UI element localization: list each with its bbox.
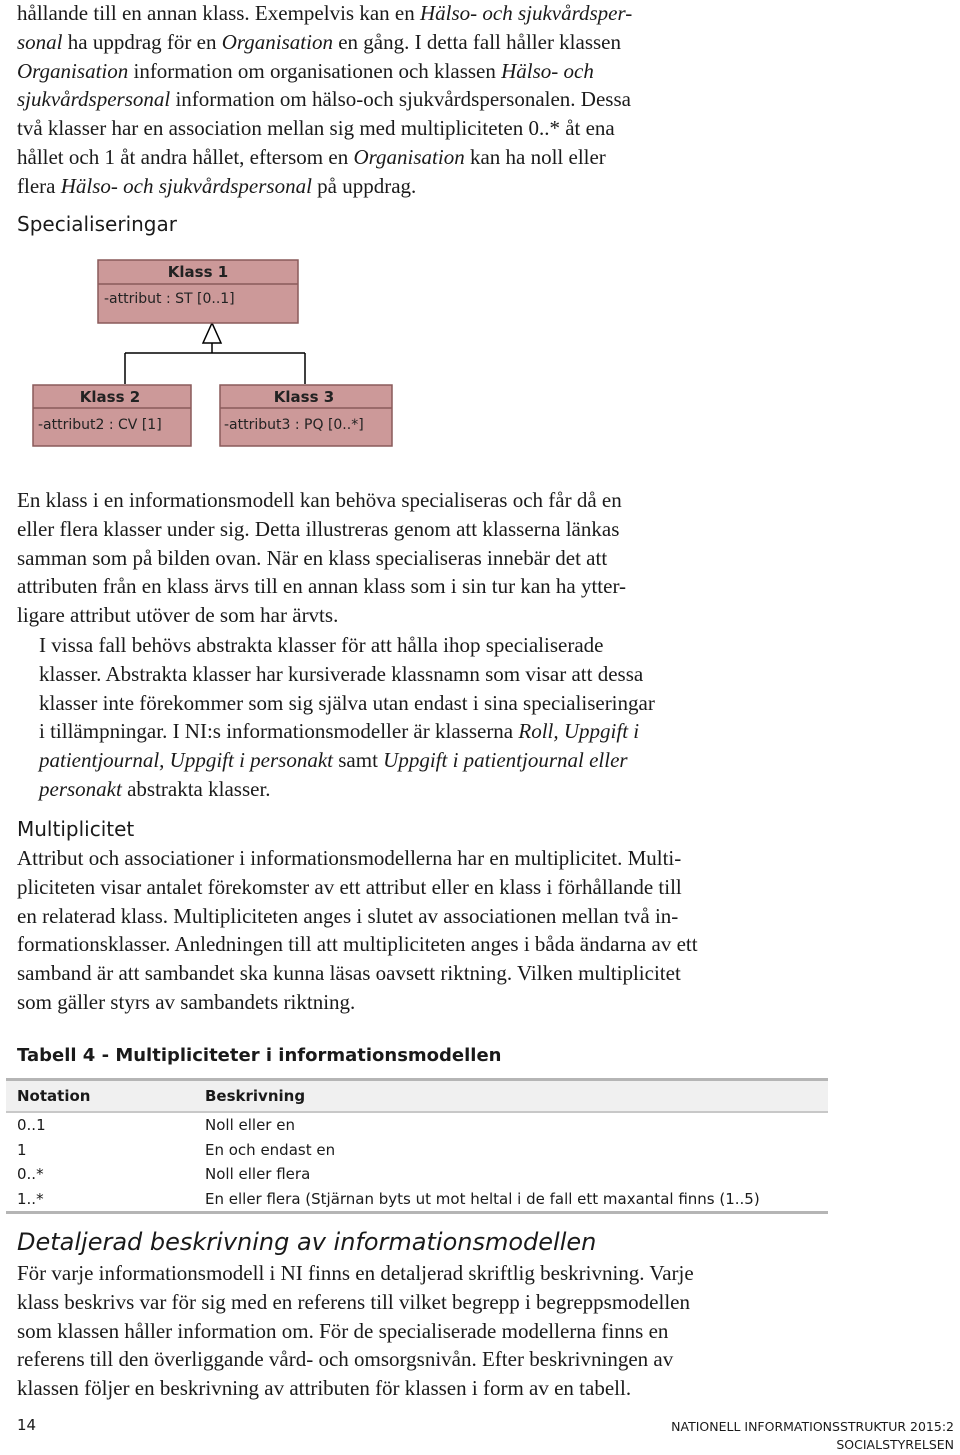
uml-class-klass3 <box>220 385 392 446</box>
text-line: ligare attribut utöver de som har ärvts. <box>17 603 339 628</box>
table-cell-notation: 1..* <box>6 1187 205 1213</box>
intro-paragraph <box>17 0 817 201</box>
page-number: 14 <box>17 1416 37 1434</box>
footer-title: NATIONELL INFORMATIONSSTRUKTUR 2015:2 <box>671 1419 954 1434</box>
text-line: två klasser har en association mellan sig med multipliciteten 0..* åt ena <box>17 116 615 141</box>
table-cell-notation: 1 <box>17 1140 27 1159</box>
text-line: sonal ha uppdrag för en Organisation en gång. I detta fall håller klassen <box>17 29 622 54</box>
specialisering-paragraph-1 <box>17 486 817 630</box>
text-line: i tillämpningar. I NI:s informationsmodeller är klasserna Roll, Uppgift i <box>39 719 640 744</box>
text-line: klasser inte förekommer som sig själva utan endast i sina specialiseringar <box>39 690 655 715</box>
table-header-notation: Notation <box>6 1080 205 1113</box>
section-heading-specialiseringar: Specialiseringar <box>17 212 177 236</box>
footer-publisher: SOCIALSTYRELSEN <box>836 1437 954 1452</box>
text-line: personakt abstrakta klasser. <box>39 776 271 801</box>
text-line: klassen följer en beskrivning av attributen för klassen i form av en tabell. <box>17 1376 632 1401</box>
text-line: flera Hälso- och sjukvårdspersonal på uppdrag. <box>17 173 417 198</box>
text-line: eller flera klasser under sig. Detta illustreras genom att klasserna länkas <box>17 516 620 541</box>
text-line: I vissa fall behövs abstrakta klasser för att hålla ihop specialiserade <box>39 633 604 657</box>
table-row <box>6 1162 828 1187</box>
section-heading-detaljerad-beskrivning: Detaljerad beskrivning av informationsmodellen <box>17 1228 597 1256</box>
table-caption: Tabell 4 - Multipliciteter i informationsmodellen <box>17 1045 502 1066</box>
text-line: klasser. Abstrakta klasser har kursiverade klassnamn som visar att dessa <box>39 661 644 686</box>
table-cell-notation: 0..* <box>17 1165 44 1184</box>
text-line: samband är att sambandet ska kunna läsas oavsett riktning. Vilken multiplicitet <box>17 961 681 986</box>
multiplicitet-paragraph <box>17 844 817 1017</box>
text-line: som klassen håller information om. För de specialiserade modellerna finns en <box>17 1318 669 1343</box>
page-footer <box>671 1418 954 1454</box>
text-line: formationsklasser. Anledningen till att multipliciteten anges i båda ändarna av ett <box>17 932 698 957</box>
table-cell-beskrivning: Noll eller en <box>205 1116 295 1135</box>
specialisering-paragraph-2 <box>17 631 839 804</box>
uml-class-attribute: -attribut2 : CV [1] <box>38 417 162 433</box>
text-line: patientjournal, Uppgift i personakt samt Uppgift i patientjournal eller <box>39 748 628 773</box>
text-line: hållande till en annan klass. Exempelvis kan en Hälso- och sjukvårdsper- <box>17 1 633 25</box>
generalization-arrow-icon <box>203 323 221 343</box>
text-line: hållet och 1 åt andra hållet, eftersom en Organisation kan ha noll eller <box>17 144 606 169</box>
section-heading-multiplicitet: Multiplicitet <box>17 817 135 841</box>
detaljerad-paragraph <box>17 1259 817 1403</box>
table-row <box>6 1138 828 1163</box>
table-header-row <box>6 1080 828 1113</box>
table-cell-beskrivning: En eller flera (Stjärnan byts ut mot heltal i de fall ett maxantal finns (1..5) <box>205 1187 828 1213</box>
uml-class-attribute: -attribut : ST [0..1] <box>104 291 235 307</box>
text-line: En klass i en informationsmodell kan behöva specialiseras och får då en <box>17 488 622 512</box>
uml-class-name: Klass 1 <box>167 263 229 281</box>
text-line: klass beskrivs var för sig med en referens till vilket begrepp i begreppsmodellen <box>17 1289 690 1314</box>
text-line: som gäller styrs av sambandets riktning. <box>17 989 356 1014</box>
text-line: en relaterad klass. Multipliciteten anges i slutet av associationen mellan två in- <box>17 903 679 928</box>
text-line: referens till den överliggande vård- och omsorgsnivån. Efter beskrivningen av <box>17 1347 674 1372</box>
uml-class-name: Klass 3 <box>273 388 335 406</box>
text-line: samman som på bilden ovan. När en klass specialiseras innebär det att <box>17 545 608 570</box>
table-cell-notation: 0..1 <box>17 1116 46 1135</box>
uml-class-attribute: -attribut3 : PQ [0..*] <box>224 417 364 433</box>
table-row <box>6 1112 828 1138</box>
uml-class-klass2 <box>33 385 191 446</box>
text-line: sjukvårdspersonal information om hälso-och sjukvårdspersonalen. Dessa <box>17 87 631 112</box>
uml-class-klass1 <box>98 260 298 323</box>
text-line: pliciteten visar antalet förekomster av ett attribut eller en klass i förhållande till <box>17 874 682 899</box>
table-row <box>6 1187 828 1213</box>
uml-specialization-diagram <box>28 255 398 451</box>
table-cell-beskrivning: Noll eller flera <box>205 1165 311 1184</box>
multiplicity-table <box>6 1078 828 1214</box>
text-line: Organisation information om organisationen och klassen Hälso- och <box>17 58 594 83</box>
text-line: För varje informationsmodell i NI finns en detaljerad skriftlig beskrivning. Varje <box>17 1261 694 1285</box>
table-cell-beskrivning: En och endast en <box>205 1140 336 1159</box>
table-header-beskrivning: Beskrivning <box>205 1080 828 1113</box>
text-line: attributen från en klass ärvs till en annan klass som i sin tur kan ha ytter- <box>17 574 627 599</box>
uml-class-name: Klass 2 <box>79 388 141 406</box>
text-line: Attribut och associationer i informationsmodellerna har en multiplicitet. Multi- <box>17 846 682 870</box>
